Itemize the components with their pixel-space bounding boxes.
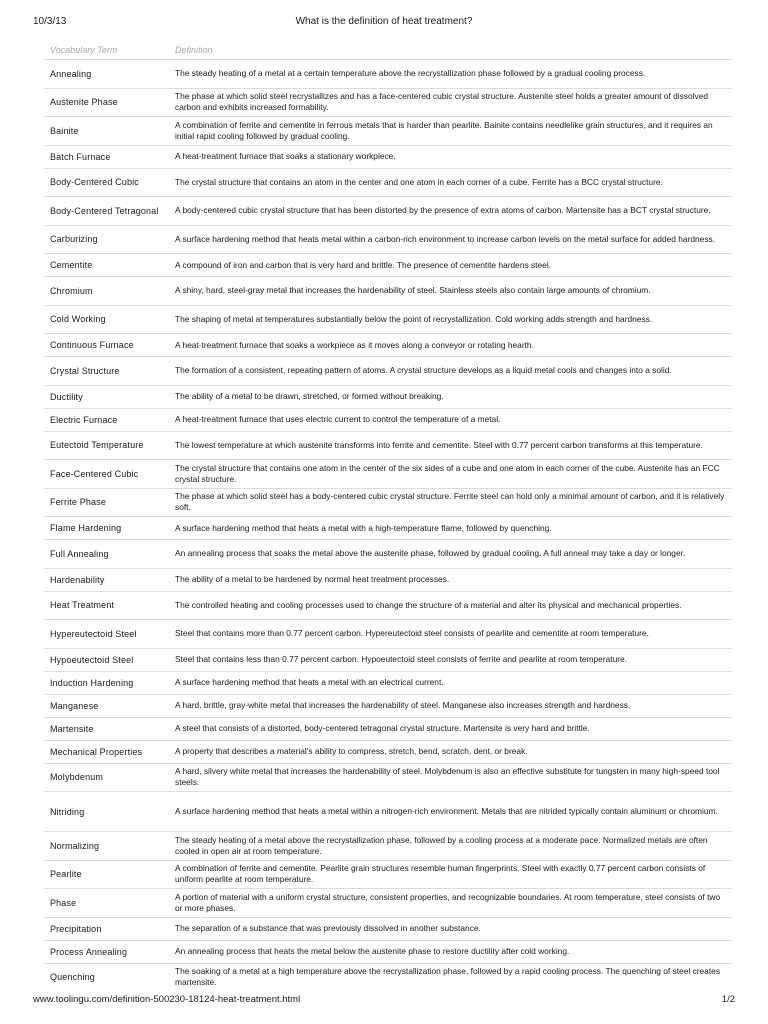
term-definition: A heat-treatment furnace that uses electric current to control the temperature of a metal. [175, 414, 501, 424]
page-footer [0, 994, 768, 1008]
term-definition: A surface hardening method that heats a metal within a nitrogen-rich environment. Metals that are nitrided typically contain aluminum or chromium. [175, 806, 718, 816]
table-row [44, 197, 732, 226]
table-row [44, 861, 732, 890]
column-header-definition: Definition [175, 44, 213, 55]
table-row [44, 386, 732, 409]
term-definition: A hard, silvery white metal that increases the hardenability of steel. Molybdenum is also an effective substitute for tungsten in many high-speed tool steels. [175, 766, 720, 788]
source-url: www.toolingu.com/definition-500230-18124-heat-treatment.html [33, 994, 301, 1005]
term-definition: The phase at which solid steel recrystallizes and has a face-centered cubic crystal structure. Austenite steel holds a greater amount of dissolved carbon and exhibits increased formability. [175, 91, 709, 113]
term-definition: The steady heating of a metal above the recrystallization phase, followed by a cooling process at a moderate pace. Normalized metals are often cooled in open air at room temperature. [175, 834, 708, 856]
table-row [44, 695, 732, 718]
vocabulary-term: Precipitation [50, 923, 102, 934]
table-row [44, 226, 732, 255]
term-definition: The separation of a substance that was previously dissolved in another substance. [175, 923, 481, 933]
vocabulary-term: Annealing [50, 68, 92, 79]
vocabulary-term: Eutectoid Temperature [50, 440, 144, 451]
vocabulary-term: Face-Centered Cubic [50, 468, 139, 479]
vocabulary-term: Carburizing [50, 234, 98, 245]
table-row [44, 718, 732, 741]
vocabulary-term: Full Annealing [50, 548, 109, 559]
term-definition: The ability of a metal to be hardened by normal heat treatment processes. [175, 574, 450, 584]
vocabulary-table [44, 40, 732, 991]
term-definition: A combination of ferrite and cementite in ferrous metals that is harder than pearlite. Bainite contains needlelike grain structures, and it requires an initial rapid cooling followed by gradual cooling. [175, 119, 713, 141]
vocabulary-term: Bainite [50, 125, 79, 136]
table-row [44, 620, 732, 649]
term-definition: The soaking of a metal at a high temperature above the recrystallization phase, followed by a rapid cooling process. The quenching of steel creates martensite. [175, 966, 721, 988]
table-row [44, 432, 732, 461]
vocabulary-term: Electric Furnace [50, 414, 118, 425]
page-title: What is the definition of heat treatment? [295, 16, 473, 27]
table-row [44, 592, 732, 621]
table-row [44, 60, 732, 89]
vocabulary-term: Body-Centered Tetragonal [50, 205, 159, 216]
vocabulary-term: Induction Hardening [50, 677, 134, 688]
term-definition: The phase at which solid steel has a body-centered cubic crystal structure. Ferrite steel can hold only a minimal amount of carbon, and it is relatively soft. [175, 491, 725, 513]
term-definition: The crystal structure that contains one atom in the center of the six sides of a cube and one atom in each corner of the cube. Austenite has an FCC crystal structure. [175, 462, 720, 484]
vocabulary-term: Austenite Phase [50, 97, 118, 108]
term-definition: A combination of ferrite and cementite. Pearlite grain structures resemble human fingerprints. Steel with exactly 0.77 percent carbon consists of uniform pearlite at room temperature. [175, 863, 706, 885]
term-definition: A portion of material with a uniform crystal structure, consistent properties, and recognizable boundaries. At room temperature, steel consists of two or more phases. [175, 891, 721, 913]
vocabulary-term: Phase [50, 897, 77, 908]
vocabulary-term: Chromium [50, 285, 93, 296]
term-definition: An annealing process that heats the metal below the austenite phase to restore ductility after cold working. [175, 946, 570, 956]
term-definition: A hard, brittle, gray-white metal that increases the hardenability of steel. Manganese also increases strength and hardness. [175, 700, 631, 710]
vocabulary-term: Manganese [50, 700, 99, 711]
term-definition: A heat-treatment furnace that soaks a workpiece as it moves along a conveyor or rotating hearth. [175, 339, 534, 350]
table-row [44, 540, 732, 569]
term-definition: The shaping of metal at temperatures substantially below the point of recrystallization. Cold working adds strength and hardness. [175, 313, 653, 324]
term-definition: The ability of a metal to be drawn, stretched, or formed without breaking. [175, 391, 444, 401]
table-row [44, 517, 732, 540]
vocabulary-term: Quenching [50, 972, 95, 983]
table-row [44, 254, 732, 277]
vocabulary-term: Flame Hardening [50, 523, 122, 533]
table-row [44, 792, 732, 832]
table-row [44, 277, 732, 306]
table-row [44, 741, 732, 764]
print-date: 10/3/13 [33, 16, 67, 27]
table-row [44, 169, 732, 198]
vocabulary-term: Process Annealing [50, 946, 128, 957]
vocabulary-term: Continuous Furnace [50, 340, 134, 350]
page-header [0, 16, 768, 30]
term-definition: The steady heating of a metal at a certain temperature above the recrystallization phase followed by a gradual cooling process. [175, 68, 646, 79]
table-row [44, 941, 732, 964]
table-row [44, 489, 732, 518]
table-row [44, 334, 732, 357]
term-definition: The formation of a consistent, repeating pattern of atoms. A crystal structure develops as a liquid metal cools and changes into a solid. [175, 365, 672, 376]
column-header-term: Vocabulary Term [50, 44, 118, 55]
vocabulary-term: Pearlite [50, 869, 82, 880]
table-row [44, 889, 732, 918]
table-row [44, 764, 732, 793]
table-body [44, 60, 732, 991]
term-definition: A shiny, hard, steel-gray metal that increases the hardenability of steel. Stainless steels also contain large amounts of chromium. [175, 285, 651, 296]
term-definition: A property that describes a material's ability to compress, stretch, bend, scratch, dent, or break. [175, 746, 528, 756]
term-definition: The crystal structure that contains an atom in the center and one atom in each corner of a cube. Ferrite has a BCC crystal structure. [175, 176, 663, 187]
term-definition: An annealing process that soaks the metal above the austenite phase, followed by gradual cooling. A full anneal may take a day or longer. [175, 548, 686, 559]
vocabulary-term: Hardenability [50, 574, 105, 585]
table-row [44, 117, 732, 146]
term-definition: A surface hardening method that heats a metal with an electrical current. [175, 677, 444, 687]
table-row [44, 306, 732, 335]
term-definition: The controlled heating and cooling processes used to change the structure of a material and alter its physical and mechanical properties. [175, 599, 682, 610]
table-row [44, 832, 732, 861]
vocabulary-term: Heat Treatment [50, 600, 115, 611]
table-row [44, 569, 732, 592]
term-definition: A steel that consists of a distorted, body-centered tetragonal crystal structure. Martensite is very hard and brittle. [175, 723, 590, 733]
vocabulary-term: Martensite [50, 723, 94, 734]
table-row [44, 672, 732, 695]
table-row [44, 89, 732, 118]
table-row [44, 964, 732, 992]
vocabulary-term: Nitriding [50, 806, 85, 817]
term-definition: A surface hardening method that heats a metal with a high-temperature flame, followed by quenching. [175, 522, 552, 533]
term-definition: A surface hardening method that heats metal within a carbon-rich environment to increase carbon levels on the metal surface for added hardness. [175, 233, 716, 244]
table-row [44, 146, 732, 169]
vocabulary-term: Crystal Structure [50, 365, 120, 376]
term-definition: A body-centered cubic crystal structure that has been distorted by the presence of extra atoms of carbon. Martensite has a BCT crystal structure. [175, 205, 711, 216]
vocabulary-term: Mechanical Properties [50, 746, 143, 757]
vocabulary-term: Hypoeutectoid Steel [50, 654, 134, 665]
table-header [44, 40, 732, 60]
vocabulary-term: Hypereutectoid Steel [50, 628, 137, 639]
table-row [44, 649, 732, 672]
table-row [44, 918, 732, 941]
term-definition: Steel that contains more than 0.77 percent carbon. Hypereutectoid steel consists of pearlite and cementite at room temperature. [175, 628, 649, 639]
table-row [44, 460, 732, 489]
term-definition: The lowest temperature at which austenite transforms into ferrite and cementite. Steel with 0.77 percent carbon transforms at this temperature. [175, 439, 703, 450]
vocabulary-term: Batch Furnace [50, 151, 111, 162]
vocabulary-term: Ferrite Phase [50, 497, 106, 508]
vocabulary-term: Body-Centered Cubic [50, 177, 139, 188]
term-definition: A compound of iron and carbon that is very hard and brittle. The presence of cementite hardens steel. [175, 259, 552, 270]
page-number: 1/2 [721, 994, 735, 1005]
vocabulary-term: Cold Working [50, 314, 106, 325]
vocabulary-term: Molybdenum [50, 772, 104, 783]
vocabulary-term: Ductility [50, 391, 83, 402]
table-row [44, 357, 732, 386]
term-definition: A heat-treatment furnace that soaks a stationary workpiece. [175, 151, 396, 161]
table-row [44, 409, 732, 432]
vocabulary-term: Cementite [50, 260, 93, 270]
term-definition: Steel that contains less than 0.77 percent carbon. Hypoeutectoid steel consists of ferrite and pearlite at room temperature. [175, 654, 628, 664]
vocabulary-term: Normalizing [50, 840, 100, 851]
